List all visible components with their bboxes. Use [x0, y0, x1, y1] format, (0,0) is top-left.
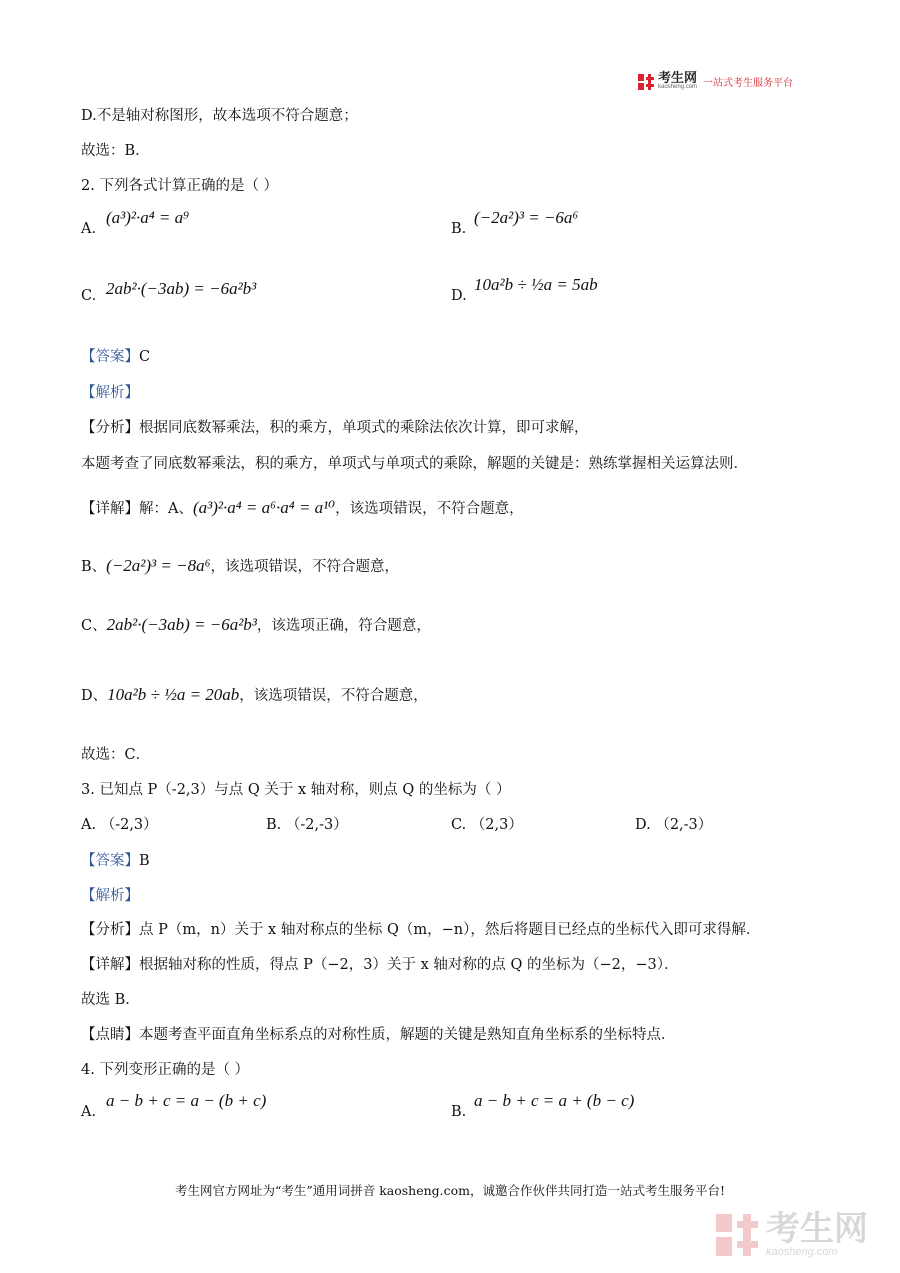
kaosheng-watermark-icon: [716, 1214, 758, 1256]
detail-b-expr: (−2a²)³ = −8a⁶: [106, 556, 211, 575]
fenxi-tag: 【分析】: [81, 922, 139, 938]
q2-option-c-expr: 2ab²·(−3ab) = −6a²b³: [106, 279, 257, 298]
detail-b-comment: ，该选项错误，不符合题意，: [210, 559, 399, 575]
q2-option-b-label: B.: [451, 221, 467, 237]
q2-detail-a: [81, 497, 524, 518]
detail-c-expr: 2ab²·(−3ab) = −6a²b³: [106, 615, 257, 634]
watermark-name: 考生网 kaosheng.com: [766, 1210, 868, 1258]
detail-a-comment: ，该选项错误，不符合题意，: [335, 501, 524, 517]
q2-option-d-label: D.: [451, 288, 467, 304]
q2-option-a-expr: (a³)²·a⁴ = a⁹: [106, 208, 190, 227]
q3-option-c: C. （2,3）: [451, 817, 523, 833]
q1-option-d-explanation: D.不是轴对称图形，故本选项不符合题意；: [81, 108, 358, 124]
answer-tag: 【答案】: [81, 853, 139, 869]
q2-fenxi-line2: 本题考查了同底数幂乘法，积的乘方，单项式与单项式的乘除，解题的关键是：熟练掌握相关运算法则．: [81, 456, 748, 472]
q2-conclusion: 故选：C．: [81, 747, 151, 763]
q3-dianjing: [81, 1023, 676, 1044]
q2-answer: [81, 345, 150, 366]
detail-tag: 【详解】: [81, 501, 139, 517]
detail-c-comment: ，该选项正确，符合题意，: [256, 618, 431, 634]
q4-option-b-label: B.: [451, 1104, 467, 1120]
q2-fenxi: [81, 416, 589, 437]
q3-option-b: B. （-2,-3）: [266, 817, 348, 833]
q3-fenxi: [81, 918, 760, 939]
fenxi-text: 点 P（m，n）关于 x 轴对称点的坐标 Q（m，−n），然后将题目已经点的坐标代入即可求得解．: [139, 922, 761, 938]
q4-option-a-expr: a − b + c = a − (b + c): [106, 1091, 267, 1110]
header-logo: [638, 72, 793, 91]
dianjing-text: 本题考查平面直角坐标系点的对称性质，解题的关键是熟知直角坐标系的坐标特点．: [139, 1027, 676, 1043]
logo-name: 考生网 kaosheng.com: [658, 70, 698, 90]
detail-b-prefix: B、: [81, 559, 107, 575]
answer-tag: 【答案】: [81, 349, 139, 365]
detail-c-prefix: C、: [81, 618, 107, 634]
detail-a-expr: (a³)²·a⁴ = a⁶·a⁴ = a¹⁰: [192, 498, 336, 517]
q2-option-c-label: C.: [81, 288, 97, 304]
answer-value: B: [139, 853, 150, 869]
q3-detail: [81, 953, 678, 974]
q3-analysis-tag: 【解析】: [81, 888, 139, 904]
q2-detail-d: [81, 684, 428, 705]
fenxi-text: 根据同底数幂乘法，积的乘方，单项式的乘除法依次计算，即可求解，: [139, 420, 589, 436]
q2-detail-b: [81, 555, 399, 576]
kaosheng-logo-icon: [638, 74, 654, 90]
q2-analysis-tag: 【解析】: [81, 385, 139, 401]
detail-text: 根据轴对称的性质，得点 P（−2，3）关于 x 轴对称的点 Q 的坐标为（−2，−3）．: [139, 957, 679, 973]
logo-domain: kaosheng.com: [658, 84, 698, 90]
detail-d-comment: ，该选项错误，不符合题意，: [239, 688, 428, 704]
q3-answer: [81, 849, 150, 870]
detail-d-prefix: D、: [81, 688, 108, 704]
detail-d-expr: 10a²b ÷ ½a = 20ab: [107, 685, 240, 704]
watermark: [716, 1212, 868, 1258]
dianjing-tag: 【点睛】: [81, 1027, 139, 1043]
answer-value: C: [139, 349, 151, 365]
page-footer: 考生网官方网址为“考生”通用词拼音 kaosheng.com，诚邀合作伙伴共同打造一站式考生服务平台!: [174, 1183, 726, 1198]
q3-stem: 3. 已知点 P（-2,3）与点 Q 关于 x 轴对称，则点 Q 的坐标为（ ）: [81, 782, 511, 798]
q4-option-b-expr: a − b + c = a + (b − c): [474, 1091, 635, 1110]
q3-option-a: A. （-2,3）: [81, 817, 158, 833]
logo-slogan: 一站式考生服务平台: [703, 78, 794, 89]
q4-option-a-label: A.: [81, 1104, 97, 1120]
detail-tag: 【详解】: [81, 957, 139, 973]
detail-lead: 解：A、: [139, 501, 193, 517]
q2-option-a-label: A.: [81, 221, 97, 237]
watermark-domain: kaosheng.com: [766, 1246, 838, 1258]
q3-option-d: D. （2,-3）: [635, 817, 713, 833]
q4-stem: 4. 下列变形正确的是（ ）: [81, 1062, 250, 1078]
q2-option-b-expr: (−2a²)³ = −6a⁶: [474, 208, 579, 227]
q3-conclusion: 故选 B．: [81, 992, 140, 1008]
q2-stem: 2. 下列各式计算正确的是（ ）: [81, 178, 279, 194]
q1-conclusion: 故选：B．: [81, 143, 150, 159]
q2-detail-c: [81, 614, 431, 635]
fenxi-tag: 【分析】: [81, 420, 139, 436]
q2-option-d-expr: 10a²b ÷ ½a = 5ab: [474, 275, 598, 294]
